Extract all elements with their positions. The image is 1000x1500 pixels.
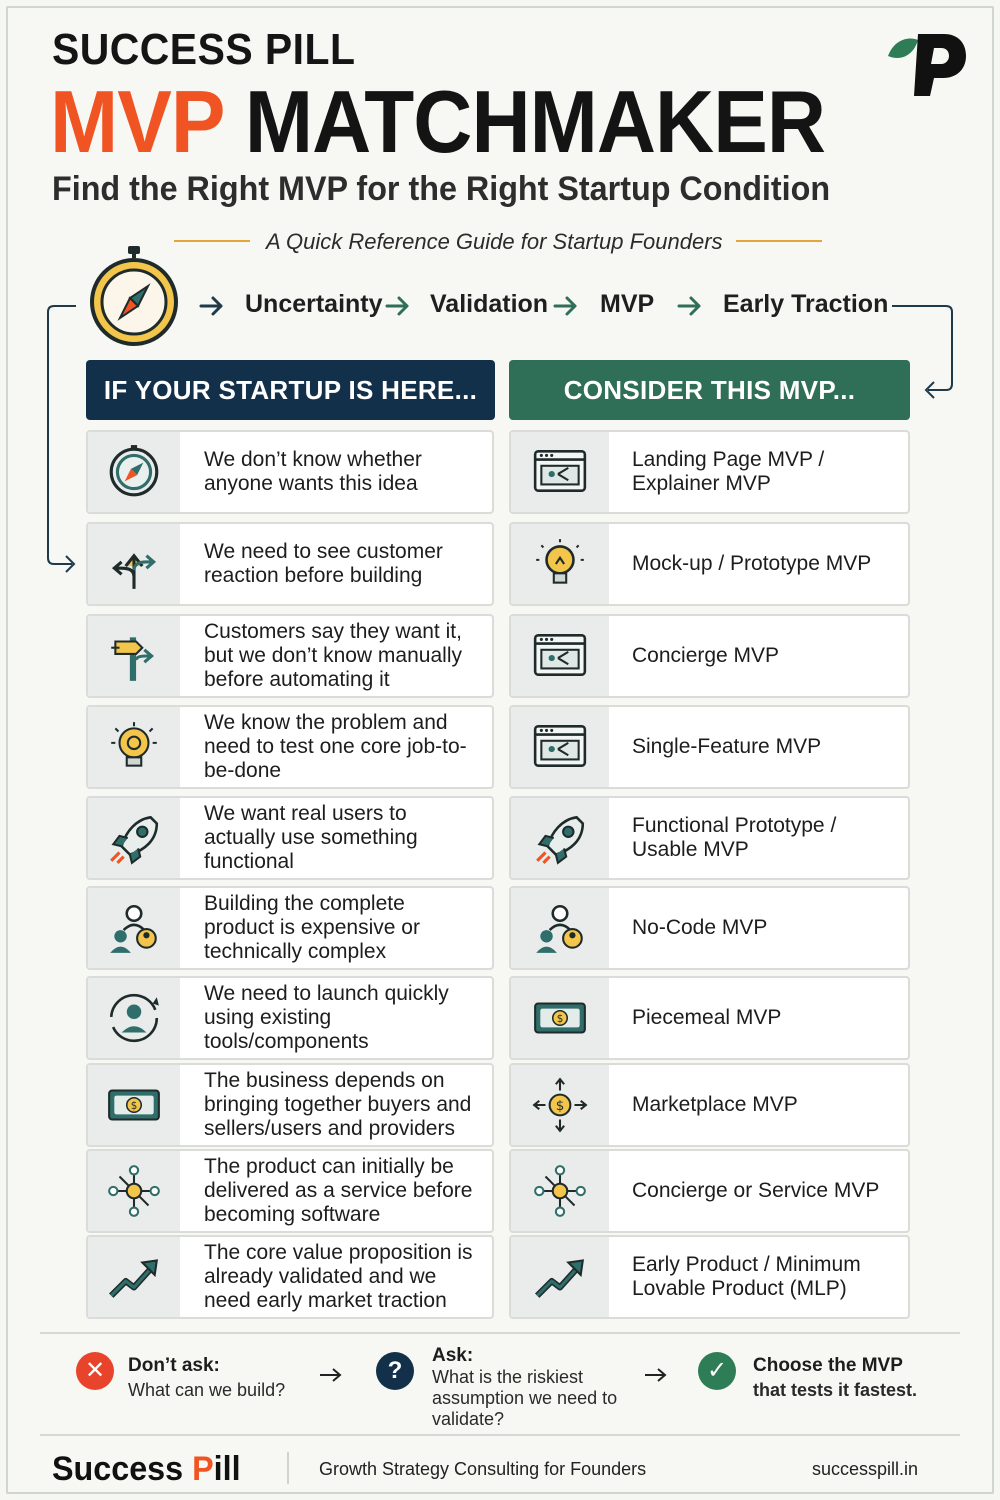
page-subtitle: Find the Right MVP for the Right Startup Condition <box>52 170 831 208</box>
mvp-text: Early Product / Minimum Lovable Product (MLP) <box>632 1253 861 1300</box>
icon-cell <box>511 1065 609 1145</box>
lightbulb-icon <box>531 535 589 593</box>
mvp-card <box>509 614 910 698</box>
banknote-icon <box>105 1076 163 1134</box>
icon-cell <box>88 888 180 968</box>
icon-cell <box>511 432 609 512</box>
arrow-right-icon <box>318 1366 344 1384</box>
mvp-card <box>509 705 910 789</box>
icon-cell <box>511 616 609 696</box>
icon-cell <box>88 707 180 787</box>
condition-card <box>86 1149 494 1233</box>
rocket-icon <box>531 809 589 867</box>
flow-arrow-4 <box>676 292 704 320</box>
compass-icon <box>105 443 163 501</box>
flow-step-early-traction: Early Traction <box>723 290 889 318</box>
mvp-text: Piecemeal MVP <box>632 1006 782 1029</box>
flow-step-uncertainty: Uncertainty <box>245 290 383 318</box>
mvp-card <box>509 1063 910 1147</box>
icon-cell <box>88 432 180 512</box>
guide-rule-left <box>174 240 250 242</box>
condition-card <box>86 522 494 606</box>
users-group-icon <box>105 899 163 957</box>
banknote-icon <box>531 989 589 1047</box>
page-title <box>50 72 826 171</box>
ask-heading: Ask: <box>432 1345 474 1366</box>
condition-text: The core value proposition is already validated and we need early market traction <box>204 1241 473 1312</box>
condition-text: We need to see customer reaction before building <box>204 540 443 587</box>
footer-url[interactable]: successpill.in <box>812 1459 919 1479</box>
direction-arrows-icon <box>105 535 163 593</box>
icon-cell <box>88 616 180 696</box>
condition-text: We know the problem and need to test one core job-to-be-done <box>204 711 467 782</box>
dollar-exchange-icon <box>531 1076 589 1134</box>
title-rest: MATCHMAKER <box>244 72 826 171</box>
mvp-text: Marketplace MVP <box>632 1093 798 1116</box>
condition-card <box>86 614 494 698</box>
mvp-text: Single-Feature MVP <box>632 735 822 758</box>
icon-cell <box>511 888 609 968</box>
left-connector-line <box>40 298 90 580</box>
choose-text: that tests it fastest. <box>753 1380 918 1400</box>
choose-heading: Choose the MVP <box>753 1355 903 1376</box>
mvp-text: Concierge or Service MVP <box>632 1179 880 1202</box>
mvp-card <box>509 522 910 606</box>
right-column-header: CONSIDER THIS MVP... <box>509 360 910 420</box>
icon-cell <box>511 524 609 604</box>
gear-bulb-icon <box>105 718 163 776</box>
users-group-icon <box>531 899 589 957</box>
condition-card <box>86 705 494 789</box>
icon-cell <box>511 1237 609 1317</box>
mvp-text: Functional Prototype / Usable MVP <box>632 814 837 861</box>
checkmark-icon: ✓ <box>698 1352 736 1390</box>
guide-caption: A Quick Reference Guide for Startup Founders <box>266 229 723 254</box>
success-pill-logo-icon <box>884 26 970 98</box>
bottom-divider-top <box>40 1332 960 1334</box>
signpost-icon <box>105 627 163 685</box>
rocket-icon <box>105 809 163 867</box>
icon-cell <box>88 1065 180 1145</box>
network-hub-icon <box>531 1162 589 1220</box>
condition-text: Customers say they want it, but we don’t know manually before automating it <box>204 620 462 691</box>
guide-rule-right <box>736 240 822 242</box>
title-accent: MVP <box>50 72 224 171</box>
condition-text: Building the complete product is expensive or technically complex <box>204 892 420 963</box>
condition-card <box>86 976 494 1060</box>
user-cycle-icon <box>105 989 163 1047</box>
condition-card <box>86 1235 494 1319</box>
flow-arrow-1 <box>198 292 226 320</box>
dont-ask-heading: Don’t ask: <box>128 1355 220 1376</box>
icon-cell <box>511 707 609 787</box>
bottom-divider-bottom <box>40 1434 960 1436</box>
flow-step-validation: Validation <box>430 290 549 318</box>
condition-text: We want real users to actually use something functional <box>204 802 418 873</box>
icon-cell <box>88 524 180 604</box>
footer-brand-part-a: Success <box>52 1450 193 1488</box>
ask-text: What is the riskiest assumption we need to validate? <box>432 1367 618 1429</box>
trend-up-icon <box>105 1248 163 1306</box>
flow-step-mvp: MVP <box>600 290 655 318</box>
mvp-text: No-Code MVP <box>632 916 768 939</box>
footer-brand <box>52 1450 241 1489</box>
condition-text: We need to launch quickly using existing tools/components <box>204 982 449 1053</box>
compass-icon <box>88 244 180 348</box>
mvp-card <box>509 796 910 880</box>
condition-card <box>86 1063 494 1147</box>
mvp-card <box>509 1235 910 1319</box>
mvp-card <box>509 886 910 970</box>
footer-separator <box>287 1452 289 1484</box>
icon-cell <box>511 978 609 1058</box>
mvp-text: Landing Page MVP / Explainer MVP <box>632 448 825 495</box>
condition-card <box>86 886 494 970</box>
brand-wordmark: SUCCESS PILL <box>52 25 356 74</box>
condition-text: The business depends on bringing together buyers and sellers/users and providers <box>204 1069 472 1140</box>
mvp-card <box>509 1149 910 1233</box>
flow-arrow-2 <box>384 292 412 320</box>
left-column-header: IF YOUR STARTUP IS HERE... <box>86 360 495 420</box>
flow-arrow-3 <box>552 292 580 320</box>
dont-ask-text: What can we build? <box>128 1380 286 1400</box>
footer-brand-part-b: ill <box>213 1450 241 1488</box>
icon-cell <box>88 1237 180 1317</box>
x-icon: ✕ <box>76 1352 114 1390</box>
condition-text: The product can initially be delivered as a service before becoming software <box>204 1155 473 1226</box>
mvp-text: Mock-up / Prototype MVP <box>632 552 872 575</box>
condition-card <box>86 796 494 880</box>
svg-text:$: $ <box>555 1099 565 1115</box>
footer-brand-p: P <box>192 1450 214 1488</box>
mvp-text: Concierge MVP <box>632 644 780 667</box>
browser-window-icon <box>531 627 589 685</box>
browser-window-icon <box>531 443 589 501</box>
mvp-card <box>509 430 910 514</box>
icon-cell <box>511 1151 609 1231</box>
icon-cell <box>88 1151 180 1231</box>
svg-text:$: $ <box>556 1013 564 1026</box>
network-hub-icon <box>105 1162 163 1220</box>
svg-text:$: $ <box>130 1100 138 1113</box>
trend-up-icon <box>531 1248 589 1306</box>
arrow-right-icon <box>643 1366 669 1384</box>
question-icon: ? <box>376 1352 414 1390</box>
footer-tagline: Growth Strategy Consulting for Founders <box>319 1459 647 1479</box>
mvp-card <box>509 976 910 1060</box>
browser-window-icon <box>531 718 589 776</box>
condition-text: We don’t know whether anyone wants this idea <box>204 448 422 495</box>
condition-card <box>86 430 494 514</box>
icon-cell <box>88 978 180 1058</box>
icon-cell <box>511 798 609 878</box>
icon-cell <box>88 798 180 878</box>
